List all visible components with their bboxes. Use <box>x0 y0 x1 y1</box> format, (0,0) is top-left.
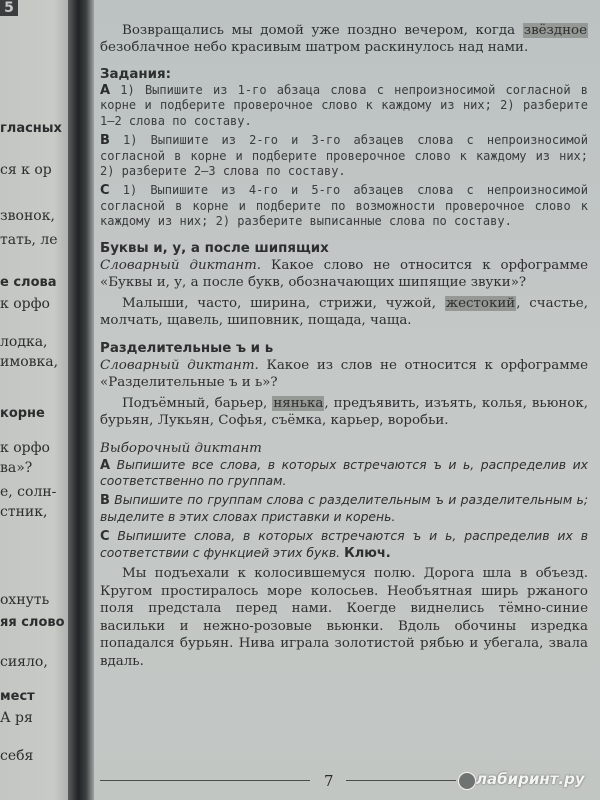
book-gutter <box>68 0 94 800</box>
left-fragment: А ря <box>0 710 33 726</box>
left-fragment: сияло, <box>0 654 48 670</box>
word-list-text: , предъявить, изъять, колья, вьюнок, бурьян, Лукьян, Софья, съёмка, карьер, воробьи. <box>100 395 588 429</box>
left-fragment: имовка, <box>0 354 59 370</box>
dictation-question-text: Какое из слов не относится к орфограмме «Разделительные ъ и ь»? <box>100 357 588 390</box>
word-list-text: Малыши, часто, ширина, стрижи, чужой, <box>122 295 445 311</box>
left-page-number: 5 <box>0 0 18 16</box>
left-fragment: себя <box>0 748 34 764</box>
intro-paragraph <box>100 22 588 56</box>
highlighted-word: нянька <box>273 395 324 411</box>
left-fragment: е, солн- <box>0 484 57 500</box>
task-text: Выпишите слова, в которых встречаются ъ и ь, распределив их в соответствии с функцией этих букв. <box>100 528 588 560</box>
section-heading-razdelitelnye: Разделительные ъ и ь <box>100 340 274 356</box>
section-heading-shipyashchie: Буквы и, у, а после шипящих <box>100 240 329 256</box>
word-list-text: , счастье, молчать, щавель, шиповник, пощада, чаща. <box>100 295 588 329</box>
word-list <box>100 395 588 430</box>
page-number: 7 <box>324 772 334 790</box>
dictation-title: Словарный диктант. <box>100 357 259 373</box>
footer-rule-right <box>346 780 456 781</box>
left-fragment: к орфо <box>0 440 50 456</box>
right-page-content <box>100 22 588 670</box>
section-heading-vyborochny: Выборочный диктант <box>100 440 262 456</box>
left-fragment: звонок, <box>0 208 55 224</box>
task-text: 1) Выпишите из 4-го и 5-го абзацев слова с непроизносимой согласной в корне и подберите по возможности проверочное слово к каждому из них; 2) разберите выписанные слова по составу. <box>100 183 588 229</box>
task-item-b <box>100 133 588 179</box>
task-text: 1) Выпишите из 1-го абзаца слова с непроизносимой согласной в корне и подберите проверочное слово к каждому из них; 2) разберите 1—2 слова по составу. <box>100 83 588 128</box>
word-list <box>100 295 588 330</box>
task-label: В <box>100 133 110 149</box>
selective-task-a <box>100 457 588 489</box>
task-label: А <box>100 83 111 98</box>
left-fragment: охнуть <box>0 592 50 608</box>
task-label: С <box>100 529 110 545</box>
left-fragment: тать, ле <box>0 232 58 248</box>
left-fragment: гласных <box>0 121 62 136</box>
task-label: С <box>100 183 110 199</box>
highlighted-word: жестокий <box>445 295 516 311</box>
task-label: В <box>100 493 110 509</box>
intro-text: безоблачное небо красивым шатром раскинулось над нами. <box>100 40 529 55</box>
left-fragment: е слова <box>0 275 57 290</box>
task-label: А <box>100 457 111 473</box>
dictation-question <box>100 257 588 291</box>
task-text: 1) Выпишите из 2-го и 3-го абзацев слова с непроизносимой согласной в корне и подберите проверочное слово к каждому из них; 2) разберите 2—3 слова по составу. <box>100 133 588 179</box>
dictation-passage: Мы подъехали к колосившемуся полю. Дорога шла в объезд. Кругом простиралось море колосьев. Необъятная ширь ржаного поля предстала перед нами. Коегде виднелись тёмно-синие васильки и нежно-розовые вьюнки. Вдоль обочины изредка попадался бурьян. Нива играла золотистой рябью и убегала, звала вдаль. <box>100 566 588 669</box>
left-fragment: стник, <box>0 504 48 520</box>
left-fragment: лодка, <box>0 334 48 350</box>
left-fragment: мест <box>0 689 35 704</box>
tasks-heading: Задания: <box>100 67 171 82</box>
task-item-c <box>100 183 588 229</box>
task-text: Выпишите все слова, в которых встречаются ъ и ь, распределив их соответственно по группам. <box>100 456 588 489</box>
left-fragment: яя слово <box>0 615 65 630</box>
footer-rule-left <box>100 780 310 781</box>
task-text: Выпишите по группам слова с разделительным ъ и разделительным ь; выделите в этих словах приставки и корень. <box>100 492 588 524</box>
word-list-text: Подъёмный, барьер, <box>122 395 273 411</box>
left-fragment: корне <box>0 406 45 421</box>
highlighted-word: звёздное <box>523 23 587 38</box>
selective-task-c <box>100 528 588 561</box>
watermark: лабиринт.ру <box>476 770 585 788</box>
left-fragment: ся к ор <box>0 162 52 178</box>
dictation-question <box>100 357 588 391</box>
selective-task-b <box>100 492 588 524</box>
left-page-edge <box>0 0 68 800</box>
dictation-title: Словарный диктант. <box>100 257 262 273</box>
left-fragment: ва»? <box>0 460 33 476</box>
intro-text: Возвращались мы домой уже поздно вечером, когда <box>122 23 523 38</box>
key-label: Ключ. <box>344 545 391 561</box>
left-fragment: к орфо <box>0 296 50 312</box>
task-item-a <box>100 83 588 129</box>
dictation-question-text: Какое слово не относится к орфограмме «Буквы и, у, а после букв, обозначающих шипящие звуки»? <box>100 257 588 290</box>
watermark-logo-icon <box>458 772 476 790</box>
